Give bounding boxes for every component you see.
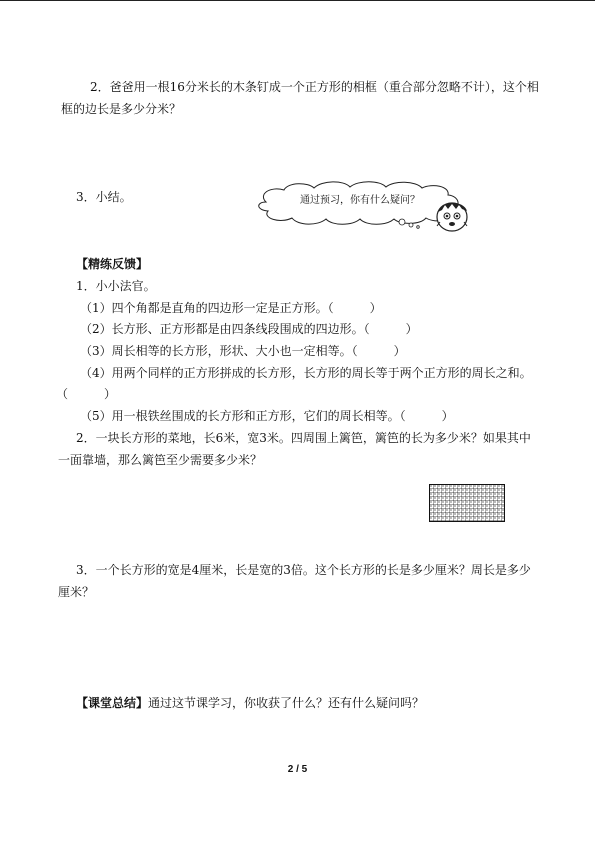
practice-q2-line1: 2．一块长方形的菜地，长6米，宽3米。四周围上篱笆，篱笆的长为多少米？如果其中 (76, 431, 531, 445)
practice-q3-line2: 厘米？ (58, 585, 95, 599)
vegetable-field-grid (429, 484, 505, 522)
practice-q1-item: （5）用一根铁丝围成的长方形和正方形，它们的周长相等。（ ） (80, 409, 454, 423)
practice-q1-title: 1．小小法官。 (76, 279, 156, 293)
practice-heading: 【精练反馈】 (76, 257, 149, 271)
practice-q1-item: （4）用两个同样的正方形拼成的长方形，长方形的周长等于两个正方形的周长之和。 (80, 366, 532, 380)
practice-q1-item: （2）长方形、正方形都是由四条线段围成的四边形。（ ） (80, 322, 418, 336)
q2-line2: 框的边长是多少分米？ (61, 102, 182, 116)
top-rule (0, 0, 595, 1)
practice-q1-item: （3）周长相等的长方形，形状、大小也一定相等。（ ） (80, 344, 406, 358)
practice-q1-item: （ ） (56, 387, 117, 401)
summary-heading: 【课堂总结】 (76, 696, 149, 710)
cartoon-kid-icon (432, 196, 472, 236)
practice-q1-item: （1）四个角都是直角的四边形一定是正方形。（ ） (80, 301, 382, 315)
summary-line (76, 695, 424, 711)
practice-q3-line1: 3．一个长方形的宽是4厘米，长是宽的3倍。这个长方形的长是多少厘米？周长是多少 (76, 563, 531, 577)
summary-text: 通过这节课学习，你收获了什么？还有什么疑问吗？ (148, 696, 425, 710)
cloud-text: 通过预习，你有什么疑问？ (300, 195, 420, 206)
q2-line1: 2．爸爸用一根16分米长的木条钉成一个正方形的相框（重合部分忽略不计），这个相 (90, 80, 539, 94)
page-number: 2 / 5 (287, 764, 308, 775)
q3-summary-label: 3．小结。 (76, 190, 132, 204)
practice-q2-line2: 一面靠墙，那么篱笆至少需要多少米？ (58, 453, 263, 467)
